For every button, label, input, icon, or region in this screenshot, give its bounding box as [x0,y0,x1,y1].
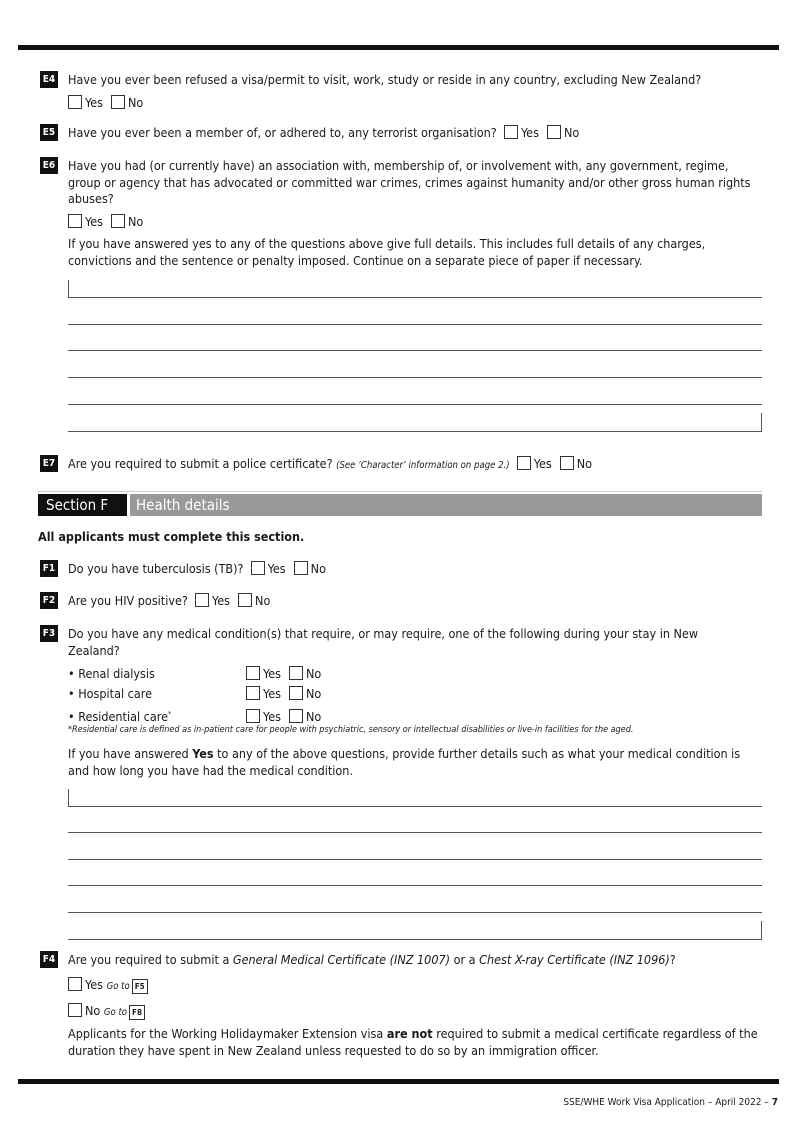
goto-f8-badge: F8 [129,1005,145,1020]
top-rule [18,45,779,50]
f3-residential-no-checkbox[interactable]: No [289,709,321,724]
section-rule [38,491,762,492]
section-intro: All applicants must complete this section. [38,529,305,544]
details-instruction: If you have answered yes to any of the questions above give full details. This includes full details of any charges, convictions and the sentence or penalty imposed. Continue on a separate piece of paper if necessary. [68,236,706,268]
f3-renal-yes-checkbox[interactable]: Yes [246,666,281,681]
question-e7 [68,456,758,475]
question-f4: Are you required to submit a General Medical Certificate (INZ 1007) or a Chest X-ray Certificate (INZ 1096)? [68,952,676,967]
question-f1 [68,561,758,578]
question-e4 [68,72,758,111]
question-badge-f3: F3 [40,625,58,642]
question-badge-e5: E5 [40,124,58,141]
question-text: Have you ever been a member of, or adhered to, any terrorist organisation? [68,125,497,140]
e7-no-checkbox[interactable]: No [560,456,592,471]
e5-yes-checkbox[interactable]: Yes [504,125,539,140]
f3-renal-no-checkbox[interactable]: No [289,666,321,681]
f4-note: Applicants for the Working Holidaymaker Extension visa are not required to submit a medical certificate regardless of the duration they have spent in New Zealand unless requested to do so by an immigration officer. [68,1026,758,1058]
f1-no-checkbox[interactable]: No [294,561,326,576]
question-text: Have you had (or currently have) an association with, membership of, or involvement with, any government, regime, group or agency that has advocated or committed war crimes, crimes against humanity and/or other gross human rights abuses? [68,158,751,206]
question-badge-f2: F2 [40,592,58,609]
f2-no-checkbox[interactable]: No [238,593,270,608]
f3-options: • Renal dialysis Yes No • Hospital care Yes No • Residential care* Yes No [68,666,322,725]
e6-yes-checkbox[interactable]: Yes [68,214,103,229]
e4-no-checkbox[interactable]: No [111,95,143,110]
section-title: Health details [130,494,762,516]
question-text: Are you HIV positive? [68,593,188,608]
f4-no-option[interactable]: No Go to F8 [68,1003,145,1020]
page-footer: SSE/WHE Work Visa Application – April 2022 – 7 [563,1097,778,1108]
question-note: (See ‘Character’ information on page 2.) [336,460,510,471]
f3-hospital-no-checkbox[interactable]: No [289,686,321,701]
question-text: Are you required to submit a police certificate? [68,456,333,471]
e5-no-checkbox[interactable]: No [547,125,579,140]
question-text: Do you have tuberculosis (TB)? [68,561,244,576]
goto-f5-badge: F5 [132,979,148,994]
f4-yes-option[interactable]: Yes Go to F5 [68,977,148,994]
f3-details-instruction: If you have answered Yes to any of the above questions, provide further details such as what your medical condition is and how long you have had the medical condition. [68,746,741,778]
question-text: Have you ever been refused a visa/permit to visit, work, study or reside in any country, excluding New Zealand? [68,72,702,87]
e7-yes-checkbox[interactable]: Yes [517,456,552,471]
question-badge-e7: E7 [40,455,58,472]
question-e6 [68,158,758,269]
e6-no-checkbox[interactable]: No [111,214,143,229]
question-badge-f4: F4 [40,951,58,968]
section-label: Section F [38,494,127,516]
question-badge-f1: F1 [40,560,58,577]
question-badge-e6: E6 [40,157,58,174]
question-e5 [68,125,758,142]
e4-yes-checkbox[interactable]: Yes [68,95,103,110]
f1-yes-checkbox[interactable]: Yes [251,561,286,576]
bottom-rule [18,1079,779,1084]
question-f2 [68,593,758,610]
f3-footnote: *Residential care is defined as in-patient care for people with psychiatric, sensory or intellectual disabilities or live-in facilities for the aged. [68,725,634,735]
f2-yes-checkbox[interactable]: Yes [195,593,230,608]
f3-residential-yes-checkbox[interactable]: Yes [246,709,281,724]
question-badge-e4: E4 [40,71,58,88]
question-f3: Do you have any medical condition(s) that require, or may require, one of the following during your stay in New Zealand? [68,626,699,658]
f3-hospital-yes-checkbox[interactable]: Yes [246,686,281,701]
